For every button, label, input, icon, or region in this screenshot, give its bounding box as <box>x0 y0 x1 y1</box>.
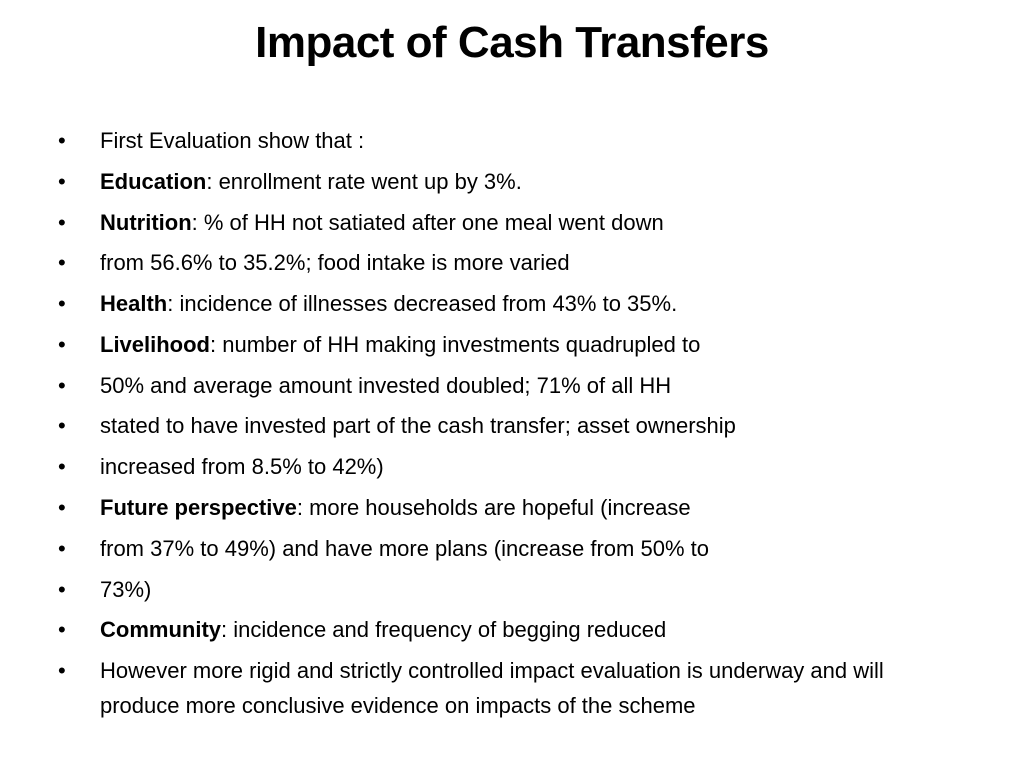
bullet-dot-icon: • <box>58 658 66 684</box>
bullet-body: : enrollment rate went up by 3%. <box>206 168 522 194</box>
bullet-text <box>100 206 968 241</box>
bullet-dot-icon: • <box>58 250 66 276</box>
bullet-item <box>58 573 968 608</box>
bullet-text <box>100 613 968 648</box>
bullet-item <box>58 613 968 648</box>
bullet-dot-icon: • <box>58 372 66 398</box>
slide-title: Impact of Cash Transfers <box>255 18 769 67</box>
bullet-dot-icon: • <box>58 128 66 153</box>
bullet-body: : incidence and frequency of begging reduced <box>221 617 667 643</box>
bullet-dot-icon: • <box>58 617 66 643</box>
bullet-dot-icon: • <box>58 495 66 521</box>
bullet-text <box>100 450 968 485</box>
bullet-item <box>58 246 968 281</box>
bullet-body: : % of HH not satiated after one meal went down <box>191 209 664 235</box>
bullet-text <box>100 246 968 281</box>
bullet-body: However more rigid and strictly controlled impact evaluation is underway and will produce more conclusive evidence on impacts of the scheme <box>100 658 884 718</box>
bullet-lead: Health <box>100 291 168 317</box>
bullet-item <box>58 532 968 567</box>
bullet-body: from 56.6% to 35.2%; food intake is more varied <box>100 250 570 276</box>
bullet-body: 50% and average amount invested doubled; 71% of all HH <box>100 372 672 398</box>
bullet-lead: Community <box>100 617 221 643</box>
bullet-lead: Education <box>100 168 207 194</box>
bullet-body: First Evaluation show that : <box>100 128 365 153</box>
bullet-item <box>58 206 968 241</box>
bullet-item <box>58 165 968 200</box>
bullet-body: stated to have invested part of the cash transfer; asset ownership <box>100 413 736 439</box>
bullet-item <box>58 450 968 485</box>
bullet-lead: Livelihood <box>100 331 210 357</box>
bullet-text <box>100 124 968 159</box>
bullet-dot-icon: • <box>58 291 66 317</box>
bullet-text <box>100 573 968 608</box>
bullet-text <box>100 532 968 567</box>
bullet-item <box>58 654 968 723</box>
bullet-body: from 37% to 49%) and have more plans (increase from 50% to <box>100 535 709 561</box>
bullet-dot-icon: • <box>58 535 66 561</box>
bullet-list <box>58 124 968 730</box>
bullet-text <box>100 165 968 200</box>
bullet-item <box>58 409 968 444</box>
bullet-body: : incidence of illnesses decreased from 43% to 35%. <box>167 291 678 317</box>
bullet-dot-icon: • <box>58 209 66 235</box>
bullet-item <box>58 287 968 322</box>
bullet-text <box>100 287 968 322</box>
bullet-text <box>100 654 968 723</box>
bullet-dot-icon: • <box>58 331 66 357</box>
bullet-lead: Future perspective <box>100 495 297 521</box>
bullet-body: : more households are hopeful (increase <box>296 495 691 521</box>
bullet-item <box>58 491 968 526</box>
bullet-body: : number of HH making investments quadrupled to <box>210 331 701 357</box>
bullet-text <box>100 369 968 404</box>
bullet-body: 73%) <box>100 576 152 602</box>
bullet-text <box>100 328 968 363</box>
bullet-body: increased from 8.5% to 42%) <box>100 454 384 480</box>
bullet-lead: Nutrition <box>100 209 192 235</box>
bullet-dot-icon: • <box>58 576 66 602</box>
bullet-item <box>58 369 968 404</box>
bullet-item <box>58 328 968 363</box>
bullet-dot-icon: • <box>58 454 66 480</box>
bullet-item <box>58 124 968 159</box>
bullet-dot-icon: • <box>58 413 66 439</box>
bullet-text <box>100 491 968 526</box>
bullet-dot-icon: • <box>58 168 66 194</box>
bullet-text <box>100 409 968 444</box>
